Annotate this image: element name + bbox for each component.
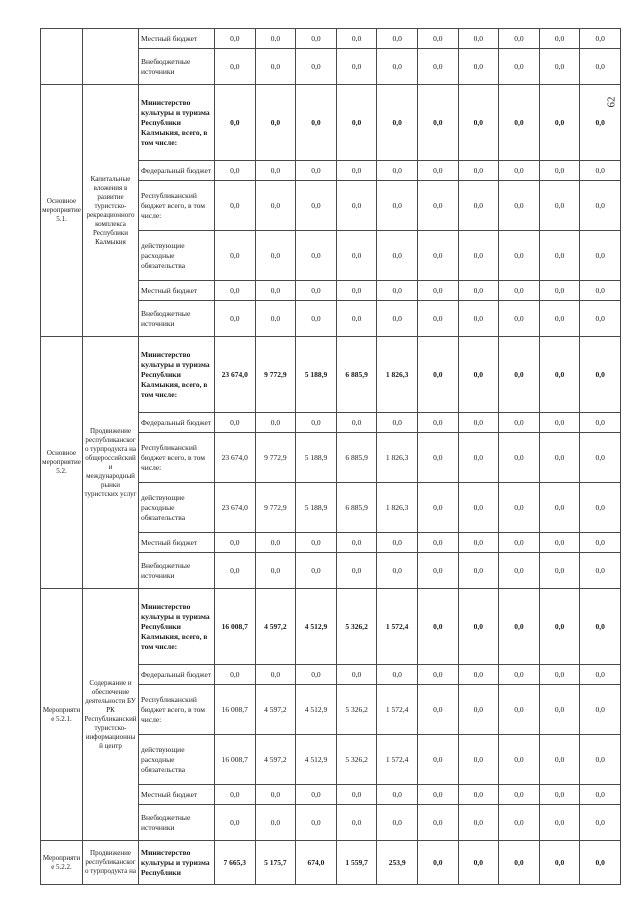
value-cell: 0,0 [377,49,418,85]
budget-table-body [41,29,621,885]
value-cell: 0,0 [255,231,296,281]
value-cell: 4 597,2 [255,735,296,785]
value-cell: 0,0 [336,161,377,181]
value-cell: 0,0 [377,533,418,553]
budget-table [40,28,621,885]
value-cell: 0,0 [458,841,499,885]
value-cell: 0,0 [255,665,296,685]
value-cell: 0,0 [215,231,256,281]
value-cell: 5 326,2 [336,685,377,735]
value-cell: 0,0 [499,49,540,85]
value-cell: 0,0 [417,413,458,433]
value-cell: 0,0 [499,685,540,735]
value-cell: 0,0 [417,301,458,337]
value-cell: 0,0 [458,665,499,685]
value-cell: 0,0 [580,685,621,735]
value-cell: 0,0 [580,665,621,685]
value-cell: 1 572,4 [377,735,418,785]
value-cell: 0,0 [539,533,580,553]
value-cell: 0,0 [458,433,499,483]
value-cell: 0,0 [336,413,377,433]
value-cell: 0,0 [336,785,377,805]
value-cell: 1 572,4 [377,685,418,735]
funding-source-cell: Местный бюджет [139,29,215,49]
value-cell: 0,0 [215,181,256,231]
funding-source-cell: Местный бюджет [139,533,215,553]
value-cell: 0,0 [296,29,337,49]
value-cell: 0,0 [580,589,621,665]
value-cell: 0,0 [255,533,296,553]
value-cell: 0,0 [215,785,256,805]
value-cell: 0,0 [499,553,540,589]
value-cell: 0,0 [539,181,580,231]
page-number: 62 [605,96,618,108]
value-cell: 0,0 [499,281,540,301]
value-cell: 0,0 [215,161,256,181]
funding-source-cell: Внебюджетные источники [139,553,215,589]
value-cell: 0,0 [458,181,499,231]
value-cell: 9 772,9 [255,483,296,533]
funding-source-cell: Республиканский бюджет всего, в том числе: [139,433,215,483]
value-cell: 0,0 [539,685,580,735]
value-cell: 0,0 [417,589,458,665]
value-cell: 0,0 [417,161,458,181]
value-cell: 5 188,9 [296,337,337,413]
value-cell: 0,0 [377,785,418,805]
funding-source-cell: Министерство культуры и туризма Республики Калмыкия, всего, в том числе: [139,85,215,161]
value-cell: 0,0 [296,181,337,231]
value-cell: 0,0 [539,337,580,413]
value-cell: 1 572,4 [377,589,418,665]
value-cell: 0,0 [458,301,499,337]
funding-source-cell: Местный бюджет [139,281,215,301]
value-cell: 0,0 [377,665,418,685]
value-cell: 0,0 [458,589,499,665]
value-cell: 0,0 [580,785,621,805]
value-cell: 0,0 [255,181,296,231]
value-cell: 0,0 [580,805,621,841]
value-cell: 5 188,9 [296,483,337,533]
value-cell: 6 885,9 [336,433,377,483]
value-cell: 0,0 [539,85,580,161]
value-cell: 0,0 [580,533,621,553]
funding-source-cell: Внебюджетные источники [139,301,215,337]
value-cell: 0,0 [580,231,621,281]
value-cell: 0,0 [336,665,377,685]
value-cell: 0,0 [255,49,296,85]
activity-name-cell: Содержание и обеспечение деятельности БУ РК Республиканский туристско-информационный центр [83,589,139,841]
value-cell: 0,0 [458,49,499,85]
value-cell: 0,0 [458,805,499,841]
table-row [41,337,621,413]
value-cell: 0,0 [417,665,458,685]
value-cell: 16 008,7 [215,589,256,665]
value-cell: 0,0 [377,231,418,281]
value-cell: 16 008,7 [215,735,256,785]
value-cell: 0,0 [580,281,621,301]
value-cell: 0,0 [336,181,377,231]
funding-source-cell: Внебюджетные источники [139,49,215,85]
funding-source-cell: действующие расходные обязательства [139,483,215,533]
value-cell: 0,0 [580,483,621,533]
value-cell: 0,0 [417,281,458,301]
value-cell: 0,0 [539,553,580,589]
value-cell: 0,0 [580,85,621,161]
value-cell: 0,0 [255,281,296,301]
value-cell: 0,0 [296,785,337,805]
value-cell: 0,0 [417,685,458,735]
value-cell: 0,0 [458,735,499,785]
value-cell: 0,0 [377,181,418,231]
value-cell: 0,0 [539,29,580,49]
value-cell: 0,0 [417,533,458,553]
value-cell: 0,0 [336,231,377,281]
value-cell: 4 512,9 [296,589,337,665]
activity-name-cell: Продвижение республиканского турпродукта на [83,841,139,885]
funding-source-cell: Внебюджетные источники [139,805,215,841]
value-cell: 4 512,9 [296,735,337,785]
value-cell: 0,0 [417,483,458,533]
value-cell: 0,0 [255,161,296,181]
status-cell: Мероприятие 5.2.2. [41,841,83,885]
value-cell: 0,0 [417,553,458,589]
value-cell: 0,0 [417,735,458,785]
value-cell: 0,0 [336,29,377,49]
value-cell: 0,0 [539,483,580,533]
funding-source-cell: действующие расходные обязательства [139,231,215,281]
value-cell: 0,0 [417,433,458,483]
value-cell: 0,0 [296,553,337,589]
value-cell: 0,0 [580,841,621,885]
value-cell: 0,0 [499,665,540,685]
value-cell: 0,0 [539,231,580,281]
value-cell: 0,0 [499,231,540,281]
funding-source-cell: Министерство культуры и туризма Республики [139,841,215,885]
value-cell: 253,9 [377,841,418,885]
value-cell: 0,0 [499,735,540,785]
value-cell: 1 559,7 [336,841,377,885]
value-cell: 9 772,9 [255,337,296,413]
value-cell: 0,0 [458,553,499,589]
funding-source-cell: Федеральный бюджет [139,161,215,181]
value-cell: 0,0 [255,413,296,433]
value-cell: 0,0 [336,805,377,841]
value-cell: 0,0 [296,533,337,553]
value-cell: 0,0 [539,413,580,433]
value-cell: 0,0 [499,785,540,805]
value-cell: 0,0 [255,553,296,589]
value-cell: 0,0 [458,161,499,181]
value-cell: 0,0 [417,85,458,161]
value-cell: 0,0 [580,735,621,785]
value-cell: 0,0 [539,841,580,885]
value-cell: 0,0 [499,85,540,161]
value-cell: 0,0 [377,85,418,161]
value-cell: 0,0 [255,301,296,337]
funding-source-cell: Республиканский бюджет всего, в том числе: [139,181,215,231]
value-cell: 0,0 [580,29,621,49]
value-cell: 0,0 [336,533,377,553]
funding-source-cell: Министерство культуры и туризма Республики Калмыкия, всего, в том числе: [139,337,215,413]
value-cell: 0,0 [539,301,580,337]
value-cell: 0,0 [417,181,458,231]
value-cell: 0,0 [417,29,458,49]
value-cell: 0,0 [539,785,580,805]
value-cell: 0,0 [458,85,499,161]
value-cell: 1 826,3 [377,337,418,413]
value-cell: 0,0 [417,49,458,85]
value-cell: 7 665,3 [215,841,256,885]
value-cell: 0,0 [499,161,540,181]
value-cell: 0,0 [296,161,337,181]
value-cell: 0,0 [296,281,337,301]
status-cell [41,29,83,85]
value-cell: 23 674,0 [215,483,256,533]
value-cell: 0,0 [336,85,377,161]
table-row [41,589,621,665]
value-cell: 0,0 [580,413,621,433]
value-cell: 4 597,2 [255,589,296,665]
value-cell: 0,0 [255,29,296,49]
funding-source-cell: Республиканский бюджет всего, в том числе: [139,685,215,735]
value-cell: 0,0 [458,785,499,805]
value-cell: 0,0 [377,29,418,49]
status-cell: Основное мероприятие 5.2. [41,337,83,589]
value-cell: 4 597,2 [255,685,296,735]
value-cell: 0,0 [215,665,256,685]
value-cell: 0,0 [499,29,540,49]
value-cell: 0,0 [458,281,499,301]
value-cell: 0,0 [580,337,621,413]
value-cell: 5 188,9 [296,433,337,483]
value-cell: 0,0 [417,337,458,413]
value-cell: 0,0 [215,805,256,841]
value-cell: 0,0 [296,665,337,685]
value-cell: 0,0 [539,281,580,301]
value-cell: 0,0 [215,85,256,161]
value-cell: 0,0 [458,337,499,413]
value-cell: 0,0 [580,301,621,337]
value-cell: 0,0 [417,841,458,885]
funding-source-cell: Министерство культуры и туризма Республики Калмыкия, всего, в том числе: [139,589,215,665]
value-cell: 0,0 [215,281,256,301]
value-cell: 0,0 [499,413,540,433]
value-cell: 0,0 [458,29,499,49]
activity-name-cell [83,29,139,85]
value-cell: 0,0 [255,85,296,161]
value-cell: 0,0 [539,665,580,685]
value-cell: 0,0 [417,805,458,841]
value-cell: 23 674,0 [215,337,256,413]
value-cell: 0,0 [539,49,580,85]
value-cell: 0,0 [499,301,540,337]
table-row [41,841,621,885]
value-cell: 16 008,7 [215,685,256,735]
funding-source-cell: Федеральный бюджет [139,665,215,685]
value-cell: 0,0 [539,589,580,665]
value-cell: 0,0 [377,281,418,301]
value-cell: 0,0 [499,181,540,231]
value-cell: 0,0 [336,281,377,301]
status-cell: Основное мероприятие 5.1. [41,85,83,337]
value-cell: 0,0 [458,231,499,281]
value-cell: 0,0 [458,483,499,533]
funding-source-cell: действующие расходные обязательства [139,735,215,785]
value-cell: 1 826,3 [377,483,418,533]
value-cell: 4 512,9 [296,685,337,735]
activity-name-cell: Продвижение республиканского турпродукта на общероссийский и международный рынки туристских услуг [83,337,139,589]
value-cell: 0,0 [377,161,418,181]
value-cell: 0,0 [580,433,621,483]
value-cell: 0,0 [499,805,540,841]
value-cell: 6 885,9 [336,337,377,413]
value-cell: 0,0 [539,805,580,841]
value-cell: 0,0 [296,805,337,841]
value-cell: 0,0 [296,413,337,433]
value-cell: 0,0 [580,49,621,85]
value-cell: 674,0 [296,841,337,885]
status-cell: Мероприятие 5.2.1. [41,589,83,841]
value-cell: 9 772,9 [255,433,296,483]
value-cell: 0,0 [377,553,418,589]
value-cell: 0,0 [336,49,377,85]
value-cell: 0,0 [296,301,337,337]
value-cell: 0,0 [499,337,540,413]
value-cell: 1 826,3 [377,433,418,483]
value-cell: 0,0 [215,533,256,553]
value-cell: 0,0 [539,161,580,181]
value-cell: 0,0 [539,735,580,785]
value-cell: 0,0 [458,685,499,735]
value-cell: 0,0 [336,553,377,589]
table-row [41,85,621,161]
value-cell: 6 885,9 [336,483,377,533]
value-cell: 0,0 [377,805,418,841]
value-cell: 5 326,2 [336,735,377,785]
value-cell: 0,0 [296,231,337,281]
value-cell: 0,0 [215,413,256,433]
value-cell: 0,0 [255,785,296,805]
value-cell: 0,0 [215,301,256,337]
value-cell: 0,0 [336,301,377,337]
funding-source-cell: Местный бюджет [139,785,215,805]
value-cell: 0,0 [499,433,540,483]
funding-source-cell: Федеральный бюджет [139,413,215,433]
value-cell: 0,0 [580,161,621,181]
value-cell: 0,0 [539,433,580,483]
value-cell: 0,0 [458,533,499,553]
value-cell: 0,0 [377,413,418,433]
value-cell: 5 175,7 [255,841,296,885]
value-cell: 0,0 [296,85,337,161]
value-cell: 23 674,0 [215,433,256,483]
value-cell: 0,0 [377,301,418,337]
value-cell: 0,0 [499,483,540,533]
value-cell: 0,0 [417,785,458,805]
value-cell: 0,0 [215,29,256,49]
value-cell: 0,0 [417,231,458,281]
value-cell: 0,0 [215,553,256,589]
value-cell: 0,0 [458,413,499,433]
value-cell: 0,0 [296,49,337,85]
value-cell: 0,0 [215,49,256,85]
value-cell: 0,0 [255,805,296,841]
value-cell: 0,0 [499,533,540,553]
value-cell: 0,0 [499,841,540,885]
value-cell: 0,0 [499,589,540,665]
value-cell: 0,0 [580,181,621,231]
value-cell: 5 326,2 [336,589,377,665]
value-cell: 0,0 [580,553,621,589]
activity-name-cell: Капитальные вложения в развитие туристско-рекреационного комплекса Республики Калмыкия [83,85,139,337]
table-row [41,29,621,49]
